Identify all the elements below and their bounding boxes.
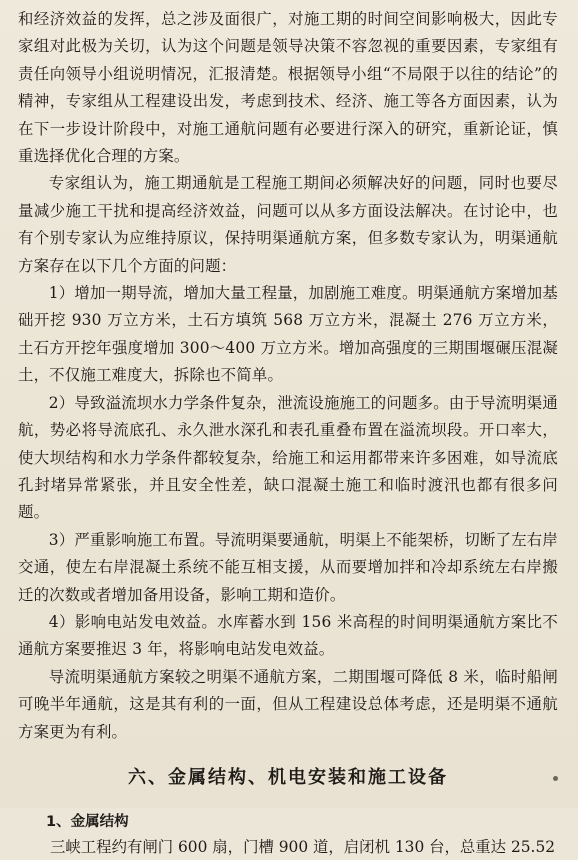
page-mark — [553, 776, 558, 781]
paragraph-1: 和经济效益的发挥，总之涉及面很广，对施工期的时间空间影响极大，因此专家组对此极为关切，认为这个问题是领导决策不容忽视的重要因素，专家组有责任向领导小组说明情况，汇报清楚。根据领导小组“不局限于以往的结论”的精神，专家组从工程建设出发，考虑到技术、经济、施工等各方面因素，认为在下一步设计阶段中，对施工通航问题有必要进行深入的研究，重新论证，慎重选择优化合理的方案。 — [18, 10, 558, 166]
paragraph-conclusion: 导流明渠通航方案较之明渠不通航方案，二期围堰可降低 8 米，临时船闸可晚半年通航，这是其有利的一面，但从工程建设总体考虑，还是明渠不通航方案更为有利。 — [18, 667, 558, 741]
list-item-2: 2）导致溢流坝水力学条件复杂，泄流设施施工的问题多。由于导流明渠通航，势必将导流底孔、永久泄水深孔和表孔重叠布置在溢流坝段。开口率大，使大坝结构和水力学条件都较复杂，给施工和运用都带来许多困难，如导流底孔封堵异常紧张，并且安全性差，缺口混凝土施工和临时渡汛也都有很多问题。 — [18, 393, 558, 522]
section-title: 六、金属结构、机电安装和施工设备 — [128, 766, 448, 788]
list-item-4: 4）影响电站发电效益。水库蓄水到 156 米高程的时间明渠通航方案比不通航方案要推迟 3 年，将影响电站发电效益。 — [18, 612, 558, 659]
list-item-1: 1）增加一期导流，增加大量工程量，加剧施工难度。明渠通航方案增加基础开挖 930 万立方米，土石方填筑 568 万立方米，混凝土 276 万立方米，土石方开挖年强度增加 300～400 万立方米。增加高强度的三期围堰碾压混凝土，不仅施工难度大，拆除也不简单。 — [18, 284, 558, 385]
cut-off-line: 三峡工程约有闸门 600 扇，门槽 900 道，启闭机 130 台，总重达 25.52 — [50, 837, 556, 856]
subsection-title: 1、金属结构 — [46, 813, 129, 830]
paragraph-2: 专家组认为，施工期通航是工程施工期间必须解决好的问题，同时也要尽量减少施工干扰和提高经济效益，问题可以从多方面设法解决。在讨论中，也有个别专家认为应维持原议，保持明渠通航方案，但多数专家认为，明渠通航方案存在以下几个方面的问题： — [18, 174, 558, 275]
list-item-3: 3）严重影响施工布置。导流明渠要通航，明渠上不能架桥，切断了左右岸交通，使左右岸混凝土系统不能互相支援，从而要增加拌和冷却系统左右岸搬迁的次数或者增加备用设备，影响工期和造价。 — [18, 530, 558, 604]
